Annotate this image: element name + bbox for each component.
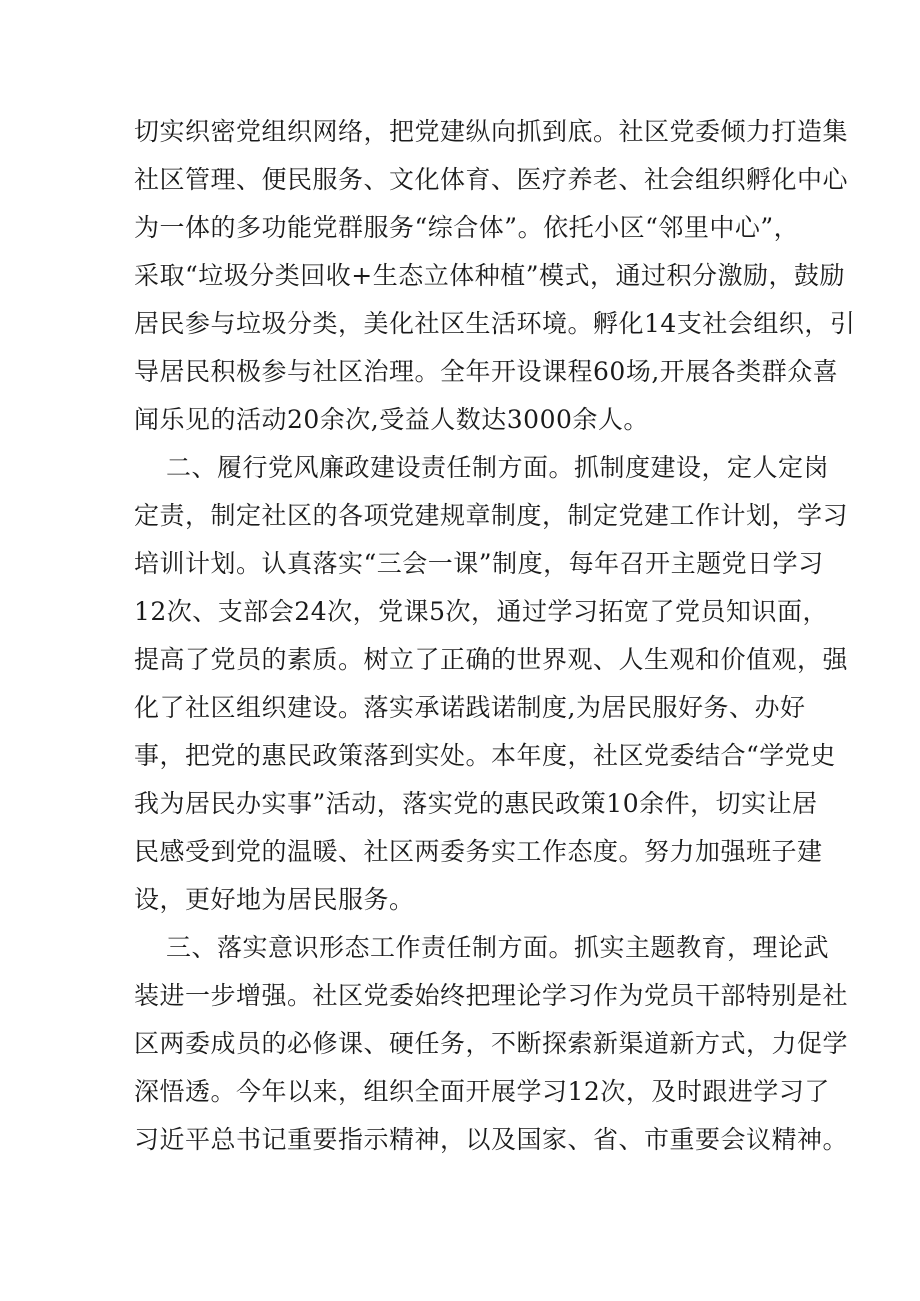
text-line: 社区管理、便民服务、文化体育、医疗养老、社会组织孵化中心 — [134, 165, 849, 194]
text-line: 设，更好地为居民服务。 — [134, 885, 415, 914]
text-line: 装进一步增强。社区党委始终把理论学习作为党员干部特别是社 — [134, 981, 849, 1010]
text-line: 切实织密党组织网络，把党建纵向抓到底。社区党委倾力打造集 — [134, 117, 849, 146]
text-line: 化了社区组织建设。落实承诺践诺制度,为居民服好务、办好 — [134, 693, 806, 722]
text-line: 居民参与垃圾分类，美化社区生活环境。孵化14支社会组织，引 — [134, 309, 856, 338]
text-line: 采取“垃圾分类回收+生态立体种植”模式，通过积分激励，鼓励 — [134, 261, 846, 290]
text-line: 为一体的多功能党群服务“综合体”。依托小区“邻里中心”， — [134, 213, 800, 242]
text-line: 导居民积极参与社区治理。全年开设课程60场,开展各类群众喜 — [134, 357, 839, 386]
text-line: 习近平总书记重要指示精神，以及国家、省、市重要会议精神。 — [134, 1125, 849, 1154]
text-line: 民感受到党的温暖、社区两委务实工作态度。努力加强班子建 — [134, 837, 823, 866]
text-line: 三、落实意识形态工作责任制方面。抓实主题教育，理论武 — [166, 933, 830, 962]
text-line: 12次、支部会24次，党课5次，通过学习拓宽了党员知识面， — [134, 597, 829, 626]
text-line: 事，把党的惠民政策落到实处。本年度，社区党委结合“学党史 — [134, 741, 836, 770]
text-line: 提高了党员的素质。树立了正确的世界观、人生观和价值观，强 — [134, 645, 849, 674]
text-line: 深悟透。今年以来，组织全面开展学习12次，及时跟进学习了 — [134, 1077, 830, 1106]
text-line: 闻乐见的活动20余次,受益人数达3000余人。 — [134, 405, 649, 434]
text-line: 二、履行党风廉政建设责任制方面。抓制度建设，定人定岗 — [166, 453, 830, 482]
text-line: 区两委成员的必修课、硬任务，不断探索新渠道新方式，力促学 — [134, 1029, 849, 1058]
text-line: 培训计划。认真落实“三会一课”制度，每年召开主题党日学习 — [134, 549, 824, 578]
text-line: 定责，制定社区的各项党建规章制度，制定党建工作计划，学习 — [134, 501, 849, 530]
text-line: 我为居民办实事”活动，落实党的惠民政策10余件，切实让居 — [134, 789, 818, 818]
